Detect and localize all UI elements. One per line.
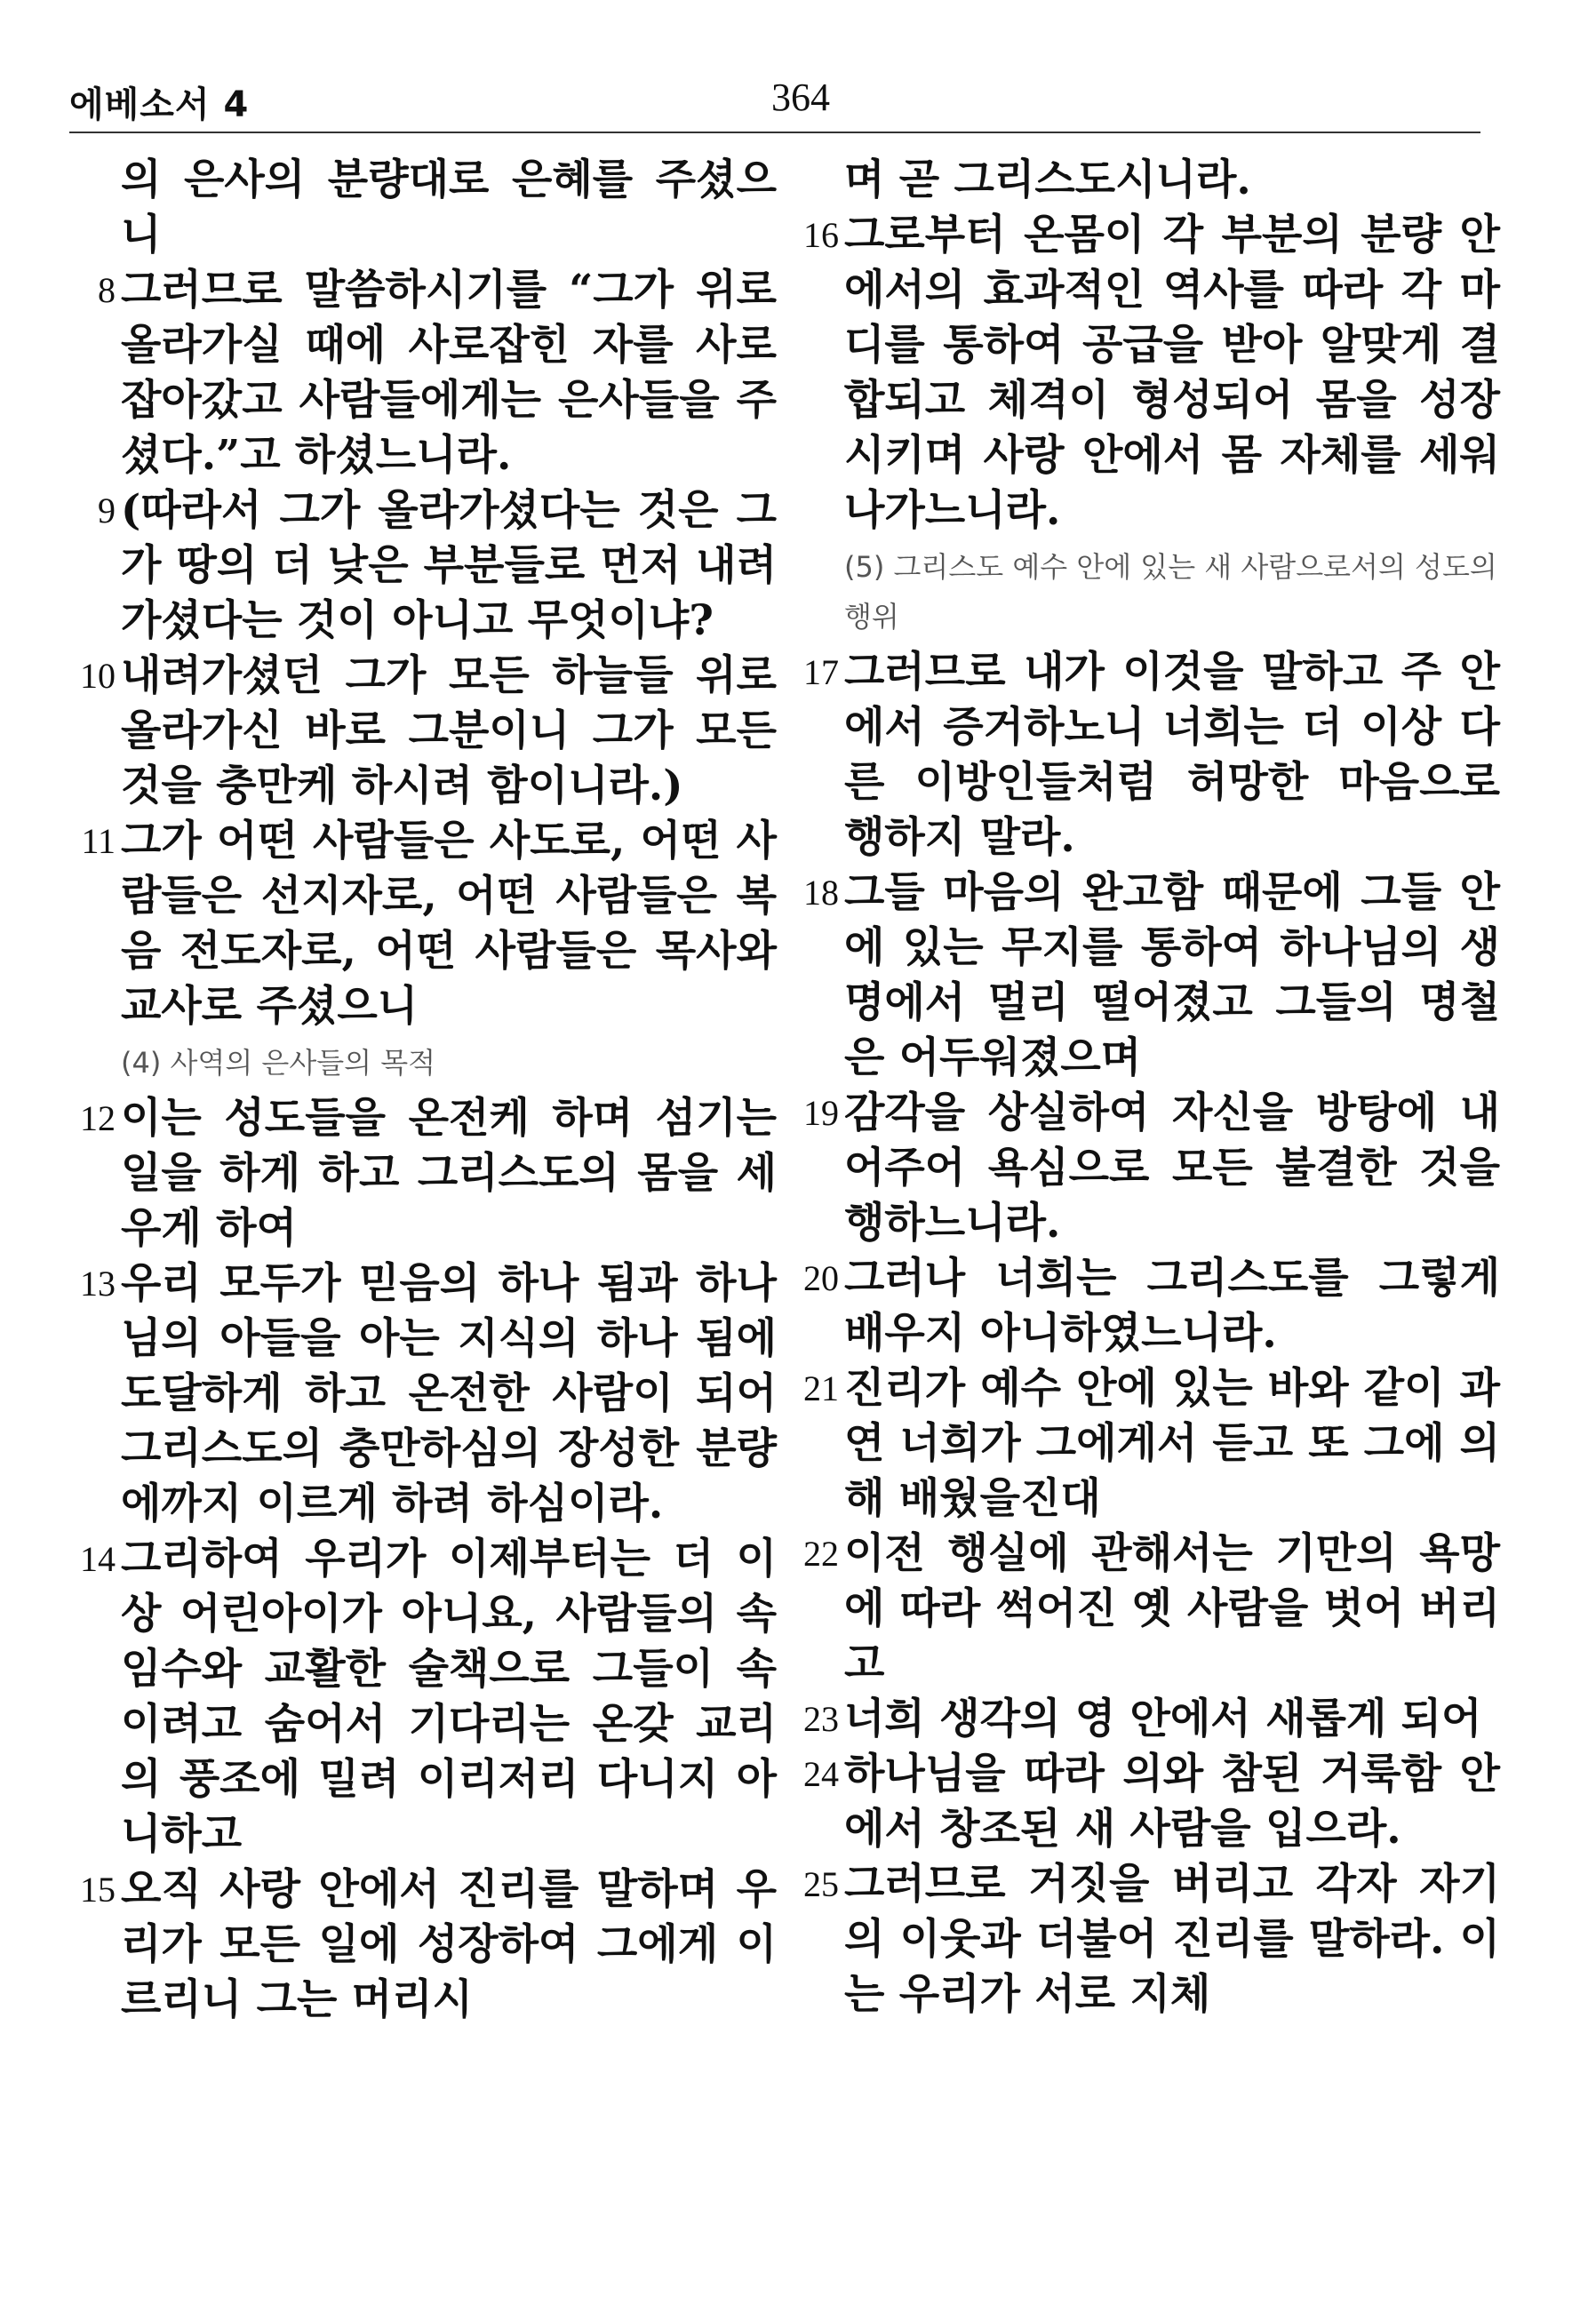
verse-text: 그리하여 우리가 이제부터는 더 이상 어린아이가 아니요, 사람들의 속임수와 교활한 술책으로 그들이 속이려고 숨어서 기다리는 온갖 교리의 풍조에 밀려 이리저리 다니지 아니하고 bbox=[121, 1535, 777, 1859]
verse-number: 21 bbox=[803, 1368, 839, 1408]
verse bbox=[66, 483, 777, 649]
verse bbox=[789, 1086, 1500, 1251]
verse bbox=[789, 645, 1500, 865]
verse-number: 9 bbox=[98, 491, 116, 530]
verse-number: 25 bbox=[803, 1864, 839, 1904]
verse bbox=[66, 814, 777, 1034]
verse-number: 10 bbox=[80, 656, 116, 696]
verse-text: 이전 행실에 관해서는 기만의 욕망에 따라 썩어진 옛 사람을 벗어 버리고 bbox=[844, 1529, 1500, 1688]
verse-number: 22 bbox=[803, 1534, 839, 1574]
verse-number: 24 bbox=[803, 1754, 839, 1794]
verse-number: 19 bbox=[803, 1093, 839, 1133]
verse bbox=[66, 263, 777, 483]
verse bbox=[66, 1256, 777, 1532]
verse bbox=[789, 1361, 1500, 1527]
verse-number: 18 bbox=[803, 873, 839, 913]
verse-text: 하나님을 따라 의와 참된 거룩함 안에서 창조된 새 사람을 입으라. bbox=[844, 1750, 1500, 1854]
verse bbox=[66, 1862, 777, 2028]
verse bbox=[66, 1091, 777, 1256]
verse-text: 그러므로 내가 이것을 말하고 주 안에서 증거하노니 너희는 더 이상 다른 이방인들처럼 허망한 마음으로 행하지 말라. bbox=[844, 648, 1500, 862]
verse-text: 진리가 예수 안에 있는 바와 같이 과연 너희가 그에게서 듣고 또 그에 의해 배웠을진대 bbox=[844, 1364, 1500, 1523]
verse-number: 16 bbox=[803, 215, 839, 255]
verse-number: 17 bbox=[803, 652, 839, 692]
verse bbox=[789, 865, 1500, 1086]
verse bbox=[789, 153, 1500, 208]
book-chapter-title: 에베소서 4 bbox=[69, 84, 250, 125]
verse-text: 그러므로 거짓을 버리고 각자 자기의 이웃과 더불어 진리를 말하라. 이는 우리가 서로 지체 bbox=[844, 1860, 1500, 2019]
verse-text: 그러나 너희는 그리스도를 그렇게 배우지 아니하였느니라. bbox=[844, 1254, 1500, 1358]
verse-text: 오직 사랑 안에서 진리를 말하며 우리가 모든 일에 성장하여 그에게 이르리니 그는 머리시 bbox=[121, 1865, 777, 2024]
verse bbox=[789, 1251, 1500, 1361]
page-header bbox=[69, 69, 1480, 133]
verse-text: 그가 어떤 사람들은 사도로, 어떤 사람들은 선지자로, 어떤 사람들은 복음 전도자로, 어떤 사람들은 목사와 교사로 주셨으니 bbox=[121, 817, 777, 1031]
verse-text: 며 곧 그리스도시니라. bbox=[844, 156, 1251, 204]
verse-number: 15 bbox=[80, 1870, 116, 1910]
verse bbox=[789, 1527, 1500, 1692]
section-heading: (4) 사역의 은사들의 목적 bbox=[121, 1046, 436, 1080]
verse bbox=[66, 649, 777, 814]
verse bbox=[66, 153, 777, 263]
verse-number: 23 bbox=[803, 1699, 839, 1739]
verse bbox=[789, 1857, 1500, 2022]
verse-number: 20 bbox=[803, 1258, 839, 1298]
verse-text: 우리 모두가 믿음의 하나 됨과 하나님의 아들을 아는 지식의 하나 됨에 도달하게 하고 온전한 사람이 되어 그리스도의 충만하심의 장성한 분량에까지 이르게 하려 하심이라. bbox=[121, 1259, 777, 1528]
verse-number: 12 bbox=[80, 1098, 116, 1138]
verse-text: 너희 생각의 영 안에서 새롭게 되어 bbox=[844, 1695, 1482, 1743]
verse-number: 8 bbox=[98, 270, 116, 310]
verse-text: 내려가셨던 그가 모든 하늘들 위로 올라가신 바로 그분이니 그가 모든 것을 충만케 하시려 함이니라.) bbox=[121, 651, 777, 810]
verse-number: 13 bbox=[80, 1264, 116, 1304]
verse-text: 그로부터 온몸이 각 부분의 분량 안에서의 효과적인 역사를 따라 각 마디를 통하여 공급을 받아 알맞게 결합되고 체격이 형성되어 몸을 성장시키며 사랑 안에서 몸 자체를 세워 나가느니라. bbox=[844, 211, 1500, 535]
verse-text: 이는 성도들을 온전케 하며 섬기는 일을 하게 하고 그리스도의 몸을 세우게 하여 bbox=[121, 1094, 777, 1253]
verse-text: 감각을 상실하여 자신을 방탕에 내어주어 욕심으로 모든 불결한 것을 행하느니라. bbox=[844, 1089, 1500, 1248]
verse bbox=[789, 1747, 1500, 1857]
verse-text: (따라서 그가 올라가셨다는 것은 그가 땅의 더 낮은 부분들로 먼저 내려가셨다는 것이 아니고 무엇이냐? bbox=[121, 486, 777, 645]
verse bbox=[66, 1532, 777, 1862]
verse-number: 11 bbox=[81, 821, 116, 861]
verse-number: 14 bbox=[80, 1539, 116, 1579]
left-column bbox=[66, 153, 777, 2028]
verse bbox=[789, 1692, 1500, 1747]
verse-text: 의 은사의 분량대로 은혜를 주셨으니 bbox=[121, 156, 777, 259]
section-heading: (5) 그리스도 예수 안에 있는 새 사람으로서의 성도의 행위 bbox=[844, 550, 1497, 634]
page-number: 364 bbox=[771, 76, 830, 119]
right-column bbox=[789, 153, 1500, 2022]
verse bbox=[789, 208, 1500, 538]
verse-text: 그러므로 말씀하시기를 “그가 위로 올라가실 때에 사로잡힌 자를 사로잡아갔고 사람들에게는 은사들을 주셨다.”고 하셨느니라. bbox=[121, 266, 777, 480]
verse-text: 그들 마음의 완고함 때문에 그들 안에 있는 무지를 통하여 하나님의 생명에서 멀리 떨어졌고 그들의 명철은 어두워졌으며 bbox=[844, 868, 1500, 1082]
